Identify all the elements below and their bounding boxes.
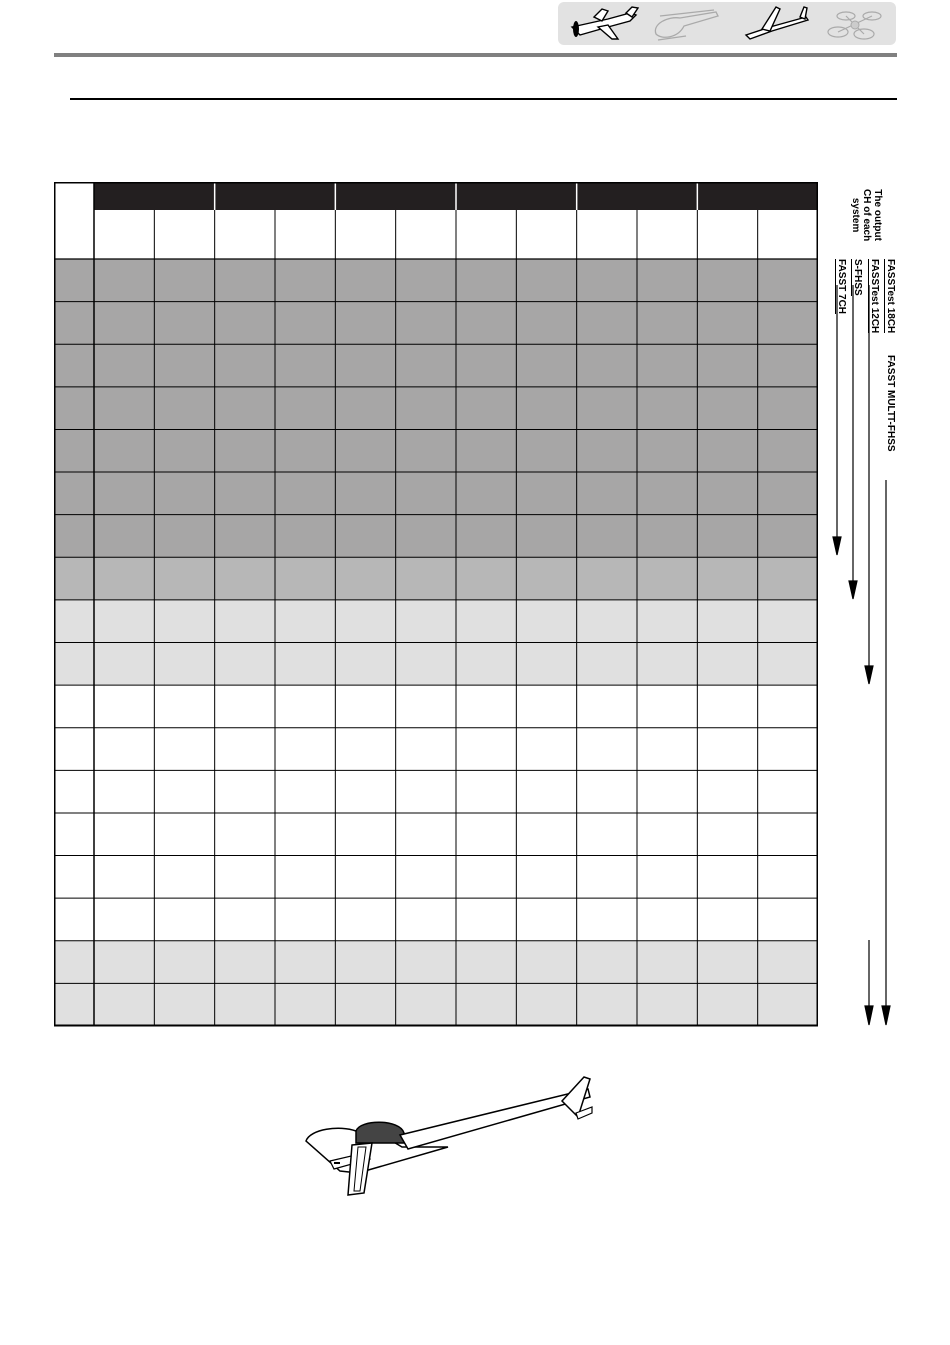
table-row-10 <box>54 643 818 686</box>
table-row-7 <box>54 515 818 558</box>
table-row-17 <box>54 941 818 984</box>
table-row-16 <box>54 898 818 941</box>
legend-fasst-7ch: FASST 7CH <box>836 259 847 315</box>
legend-title-line-1: The output <box>872 189 883 241</box>
table-row-15 <box>54 856 818 899</box>
table-row-18 <box>54 983 818 1026</box>
legend-fasst-18ch: FASSTest 18CH <box>885 259 896 334</box>
channel-assignment-table <box>54 182 818 1027</box>
table-row-5 <box>54 429 818 472</box>
glider-illustration <box>300 1075 600 1205</box>
table-row-6 <box>54 472 818 515</box>
table-row-13 <box>54 770 818 813</box>
table-row-1 <box>54 259 818 302</box>
legend-arrows <box>820 255 900 1035</box>
table-row-2 <box>54 302 818 345</box>
legend-title <box>850 189 883 241</box>
legend-title-line-3: system <box>850 197 861 233</box>
glider-icon <box>746 7 808 39</box>
legend-t-fhss: T-FHSS <box>885 416 896 452</box>
table-row-12 <box>54 728 818 771</box>
legend-s-fhss: S-FHSS <box>852 259 863 296</box>
legend-fasst-12ch: FASSTest 12CH <box>869 259 880 334</box>
model-type-icons <box>558 2 896 45</box>
helicopter-icon <box>655 10 718 40</box>
airplane-icon <box>572 7 638 39</box>
legend-fasst-mult: FASST MULT <box>885 355 896 418</box>
multicopter-icon <box>828 12 881 39</box>
header-rule <box>54 53 897 57</box>
table-row-9 <box>54 600 818 643</box>
legend-title-line-2: CH of each <box>861 189 872 242</box>
table-row-4 <box>54 387 818 430</box>
table-row-3 <box>54 344 818 387</box>
table-row-8 <box>54 557 818 600</box>
section-rule <box>70 98 897 100</box>
table-row-14 <box>54 813 818 856</box>
table-row-11 <box>54 685 818 728</box>
